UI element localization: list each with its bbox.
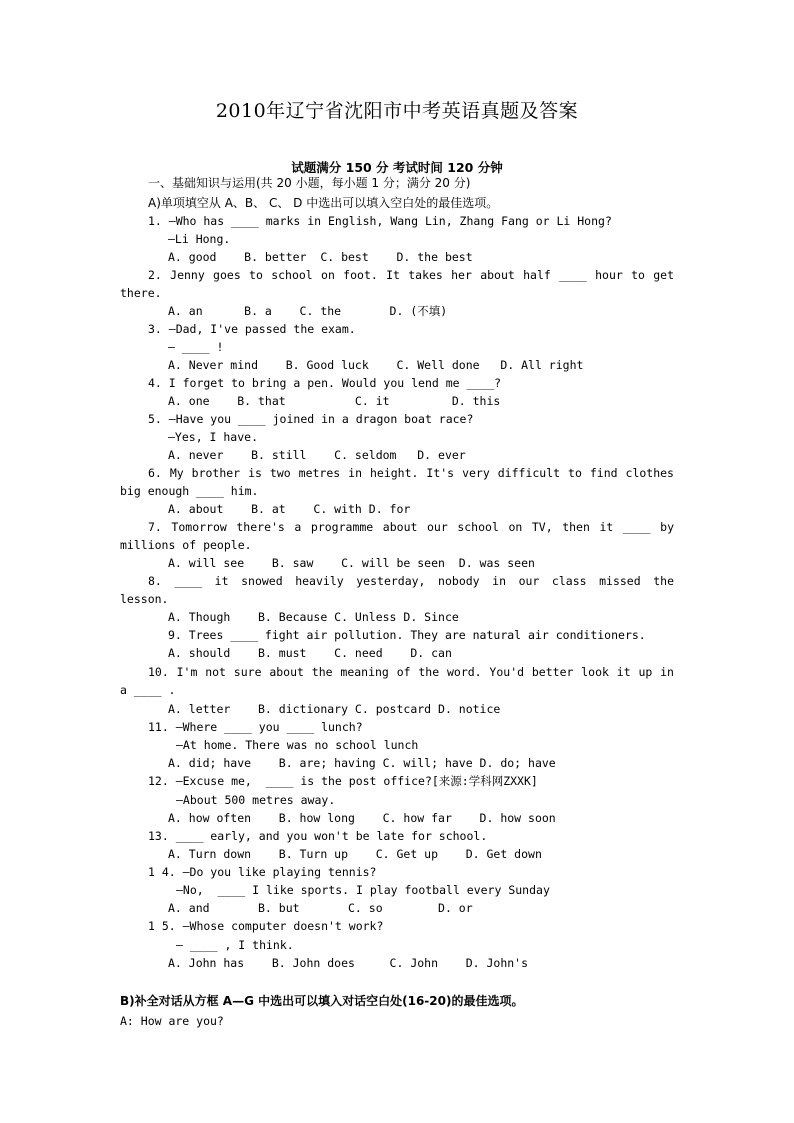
text-line: — ____ , I think. bbox=[176, 938, 294, 952]
text-line: 11. —Where ____ you ____ lunch? bbox=[148, 720, 363, 734]
text-line: A. Never mind B. Good luck C. Well done D. All right bbox=[168, 358, 584, 372]
text-line: big enough ____ him. bbox=[120, 484, 259, 498]
exam-info: 试题满分 150 分 考试时间 120 分钟 bbox=[291, 160, 503, 175]
text-line: B)补全对话从方框 A—G 中选出可以填入对话空白处(16-20)的最佳选项。 bbox=[120, 994, 524, 1008]
text-line: —At home. There was no school lunch bbox=[176, 738, 419, 752]
text-line: 6. My brother is two metres in height. It's very difficult to find clothes bbox=[148, 466, 674, 480]
text-line: 8. ____ it snowed heavily yesterday, nobody in our class missed the bbox=[148, 574, 674, 588]
text-line: lesson. bbox=[120, 592, 169, 606]
text-line: 2. Jenny goes to school on foot. It takes her about half ____ hour to get bbox=[148, 268, 674, 282]
text-line: 5. —Have you ____ joined in a dragon boat race? bbox=[148, 412, 474, 426]
text-line: millions of people. bbox=[120, 538, 252, 552]
text-line: 4. I forget to bring a pen. Would you lend me ____? bbox=[148, 376, 502, 390]
text-line: A. Though B. Because C. Unless D. Since bbox=[168, 610, 459, 624]
text-line: 7. Tomorrow there's a programme about our school on TV, then it ____ by bbox=[148, 520, 674, 534]
text-line: A. should B. must C. need D. can bbox=[168, 646, 452, 660]
text-line: 一、基础知识与运用(共 20 小题，每小题 1 分；满分 20 分) bbox=[148, 176, 471, 190]
text-line: 9. Trees ____ fight air pollution. They are natural air conditioners. bbox=[168, 628, 646, 642]
text-line: there. bbox=[120, 286, 162, 300]
text-line: 1 5. —Whose computer doesn't work? bbox=[148, 919, 384, 933]
text-line: A)单项填空从 A、B、 C、 D 中选出可以填入空白处的最佳选项。 bbox=[148, 196, 499, 210]
text-line: 13. ____ early, and you won't be late for school. bbox=[148, 829, 488, 843]
text-line: A. good B. better C. best D. the best bbox=[168, 250, 473, 264]
text-line: A. never B. still C. seldom D. ever bbox=[168, 448, 466, 462]
text-line: — ____ ! bbox=[168, 340, 224, 354]
text-line: —Li Hong. bbox=[168, 232, 231, 246]
text-line: 10. I'm not sure about the meaning of the word. You'd better look it up in bbox=[148, 665, 674, 679]
text-line: A. an B. a C. the D. (不填) bbox=[168, 304, 448, 318]
text-line: A. John has B. John does C. John D. John's bbox=[168, 956, 529, 970]
text-line: —About 500 metres away. bbox=[176, 793, 336, 807]
text-line: —Yes, I have. bbox=[168, 430, 259, 444]
text-line: 12. —Excuse me, ____ is the post office?[来源:学科网ZXXK] bbox=[148, 774, 538, 788]
text-line: A. and B. but C. so D. or bbox=[168, 901, 473, 915]
text-line: A. about B. at C. with D. for bbox=[168, 502, 411, 516]
text-line: A. how often B. how long C. how far D. how soon bbox=[168, 811, 556, 825]
text-line: 3. —Dad, I've passed the exam. bbox=[148, 322, 356, 336]
text-line: A. letter B. dictionary C. postcard D. notice bbox=[168, 702, 501, 716]
text-line: —No, ____ I like sports. I play football every Sunday bbox=[176, 883, 550, 897]
text-line: A. one B. that C. it D. this bbox=[168, 394, 501, 408]
document-title: 2010年辽宁省沈阳市中考英语真题及答案 bbox=[215, 100, 579, 122]
text-line: A. Turn down B. Turn up C. Get up D. Get down bbox=[168, 847, 542, 861]
text-line: 1. —Who has ____ marks in English, Wang Lin, Zhang Fang or Li Hong? bbox=[148, 214, 612, 228]
text-line: A. did; have B. are; having C. will; have D. do; have bbox=[168, 756, 556, 770]
text-line: a ____ . bbox=[120, 683, 176, 697]
text-line: 1 4. —Do you like playing tennis? bbox=[148, 865, 377, 879]
text-line: A. will see B. saw C. will be seen D. was seen bbox=[168, 556, 535, 570]
text-line: A: How are you? bbox=[120, 1014, 224, 1028]
